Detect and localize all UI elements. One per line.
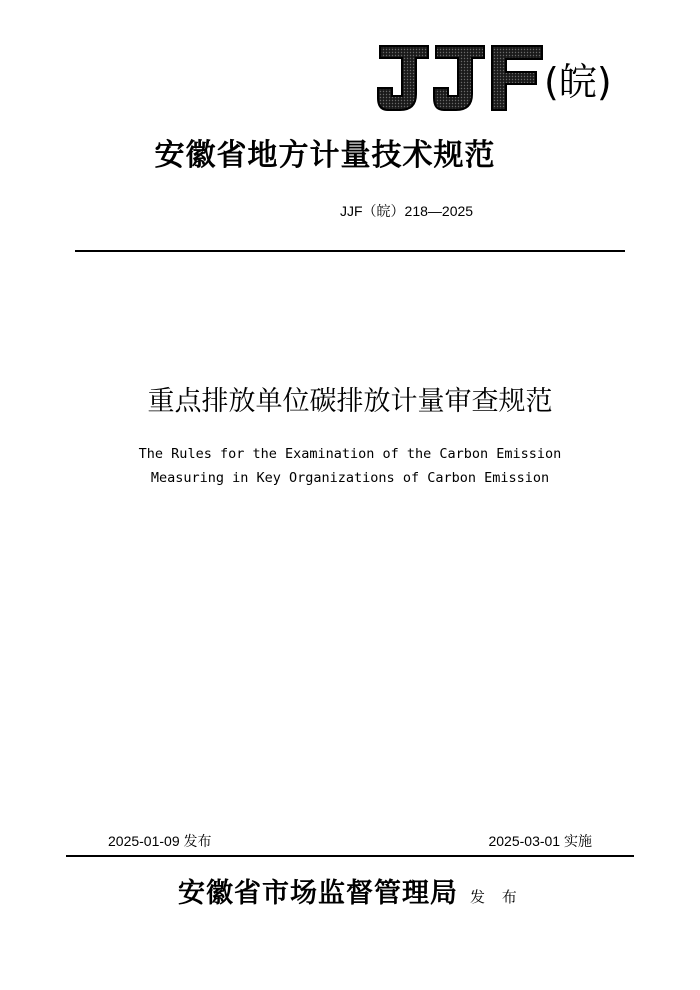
bottom-divider	[66, 855, 634, 857]
document-title-english-line2: Measuring in Key Organizations of Carbon Emission	[150, 470, 550, 486]
standard-type: 安徽省地方计量技术规范	[154, 138, 496, 173]
publisher-suffix: 发 布	[470, 888, 523, 906]
jjf-logo-mark	[376, 42, 544, 114]
implementation-date: 2025-03-01 实施	[488, 833, 592, 849]
document-title-english-line1: The Rules for the Examination of the Carbon Emission	[138, 446, 562, 462]
jjf-logo	[376, 42, 636, 114]
publisher	[178, 876, 523, 912]
top-divider	[75, 250, 625, 252]
issue-date: 2025-01-09 发布	[108, 833, 212, 849]
standard-number: JJF（皖）218—2025	[340, 203, 474, 219]
document-title-chinese: 重点排放单位碳排放计量审查规范	[147, 386, 553, 417]
publisher-name: 安徽省市场监督管理局	[178, 878, 458, 909]
logo-suffix: (皖)	[544, 60, 612, 104]
